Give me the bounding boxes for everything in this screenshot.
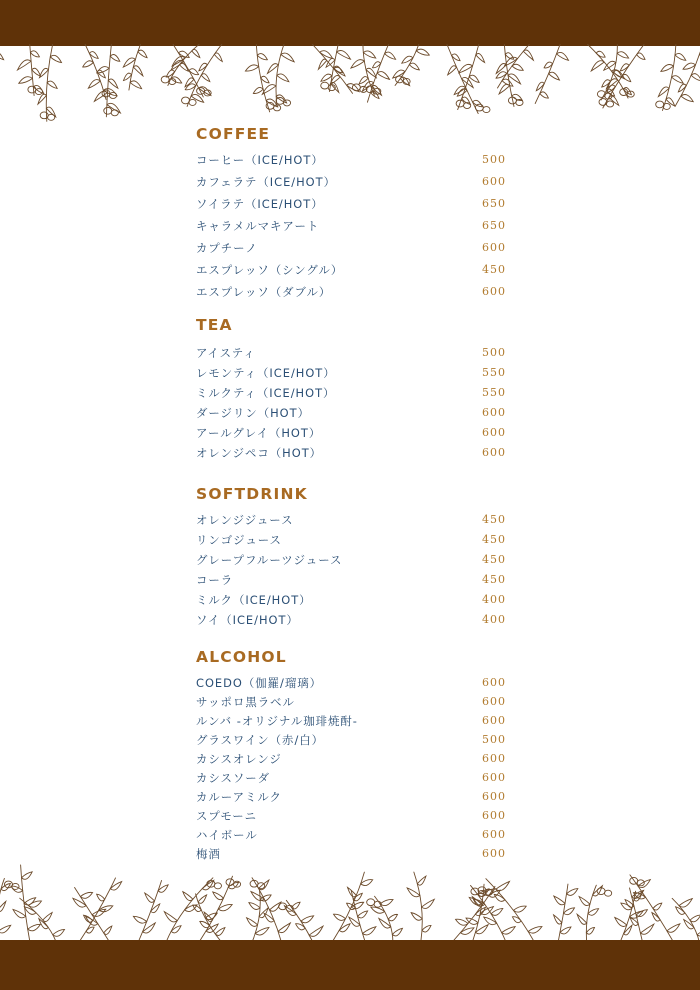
menu-item-row xyxy=(196,263,516,285)
menu-item-name: サッポロ黒ラベル xyxy=(196,695,295,709)
menu-item-name: リンゴジュース xyxy=(196,533,282,547)
menu-item-price: 450 xyxy=(482,533,506,546)
menu-item-price: 600 xyxy=(482,771,506,784)
menu-item-price: 600 xyxy=(482,828,506,841)
menu-item-row xyxy=(196,426,516,446)
menu-item-name: ルンバ -オリジナル珈琲焼酎- xyxy=(196,714,358,728)
menu-item-price: 600 xyxy=(482,790,506,803)
menu-item-price: 550 xyxy=(482,366,506,379)
menu-item-name: スプモーニ xyxy=(196,809,258,823)
section-alcohol xyxy=(196,646,516,866)
section-title-coffee: COFFEE xyxy=(196,125,271,143)
menu-item-price: 450 xyxy=(482,263,506,276)
menu-item-row xyxy=(196,446,516,466)
menu-item-row xyxy=(196,366,516,386)
section-title-tea: TEA xyxy=(196,316,233,334)
menu-item-name: レモンティ（ICE/HOT） xyxy=(196,366,336,380)
menu-item-row xyxy=(196,241,516,263)
menu-item-price: 450 xyxy=(482,513,506,526)
menu-item-row xyxy=(196,153,516,175)
menu-item-name: ソイラテ（ICE/HOT） xyxy=(196,197,324,211)
menu-item-price: 550 xyxy=(482,386,506,399)
menu-item-name: グレープフルーツジュース xyxy=(196,553,343,567)
menu-item-name: ダージリン（HOT） xyxy=(196,406,310,420)
menu-item-row xyxy=(196,513,516,533)
menu-item-name: キャラメルマキアート xyxy=(196,219,320,233)
menu-item-row xyxy=(196,593,516,613)
menu-item-price: 600 xyxy=(482,446,506,459)
menu-item-price: 650 xyxy=(482,197,506,210)
menu-item-row xyxy=(196,175,516,197)
menu-item-name: アールグレイ（HOT） xyxy=(196,426,322,440)
menu-item-price: 600 xyxy=(482,676,506,689)
olive-branch-top-border xyxy=(0,44,700,122)
menu-item-name: アイスティ xyxy=(196,346,256,360)
menu-item-row xyxy=(196,752,516,771)
menu-item-row xyxy=(196,573,516,593)
menu-item-price: 400 xyxy=(482,593,506,606)
menu-item-row xyxy=(196,346,516,366)
bottom-brown-band xyxy=(0,940,700,990)
menu-item-row xyxy=(196,533,516,553)
menu-item-price: 500 xyxy=(482,153,506,166)
section-coffee xyxy=(196,123,516,307)
menu-item-row xyxy=(196,285,516,307)
menu-item-name: ミルク（ICE/HOT） xyxy=(196,593,312,607)
menu-item-price: 600 xyxy=(482,714,506,727)
menu-item-row xyxy=(196,695,516,714)
menu-item-row xyxy=(196,386,516,406)
menu-item-row xyxy=(196,714,516,733)
menu-item-price: 600 xyxy=(482,847,506,860)
menu-item-price: 600 xyxy=(482,406,506,419)
menu-item-name: エスプレッソ（ダブル） xyxy=(196,285,332,299)
olive-branch-bottom-border xyxy=(0,860,700,942)
menu-item-name: カフェラテ（ICE/HOT） xyxy=(196,175,337,189)
top-brown-band xyxy=(0,0,700,46)
menu-item-price: 450 xyxy=(482,553,506,566)
menu-item-price: 600 xyxy=(482,426,506,439)
menu-item-name: コーヒー（ICE/HOT） xyxy=(196,153,324,167)
menu-item-price: 400 xyxy=(482,613,506,626)
menu-item-price: 600 xyxy=(482,175,506,188)
menu-item-price: 500 xyxy=(482,733,506,746)
menu-item-price: 450 xyxy=(482,573,506,586)
menu-item-price: 600 xyxy=(482,285,506,298)
menu-item-name: オレンジジュース xyxy=(196,513,294,527)
menu-item-row xyxy=(196,790,516,809)
menu-item-row xyxy=(196,613,516,633)
menu-item-price: 600 xyxy=(482,809,506,822)
menu-item-price: 600 xyxy=(482,695,506,708)
menu-item-name: ソイ（ICE/HOT） xyxy=(196,613,299,627)
section-title-alcohol: ALCOHOL xyxy=(196,648,287,666)
menu-item-name: カシスオレンジ xyxy=(196,752,282,766)
menu-item-row xyxy=(196,828,516,847)
menu-item-name: エスプレッソ（シングル） xyxy=(196,263,344,277)
menu-item-name: カシスソーダ xyxy=(196,771,271,785)
menu-item-name: オレンジペコ（HOT） xyxy=(196,446,323,460)
menu-item-price: 500 xyxy=(482,346,506,359)
menu-item-row xyxy=(196,553,516,573)
menu-item-name: ハイボール xyxy=(196,828,258,842)
menu-item-name: カルーアミルク xyxy=(196,790,282,804)
menu-item-price: 600 xyxy=(482,752,506,765)
menu-item-price: 650 xyxy=(482,219,506,232)
menu-item-price: 600 xyxy=(482,241,506,254)
menu-item-row xyxy=(196,771,516,790)
menu-item-row xyxy=(196,219,516,241)
menu-item-row xyxy=(196,733,516,752)
menu-item-name: コーラ xyxy=(196,573,234,587)
menu-item-name: COEDO（伽羅/瑠璃） xyxy=(196,676,323,690)
menu-item-name: グラスワイン（赤/白） xyxy=(196,733,325,747)
menu-item-row xyxy=(196,809,516,828)
menu-item-row xyxy=(196,676,516,695)
menu-item-row xyxy=(196,197,516,219)
section-softdrink xyxy=(196,483,516,633)
menu-item-name: ミルクティ（ICE/HOT） xyxy=(196,386,336,400)
menu-item-name: カプチーノ xyxy=(196,241,258,255)
menu-item-name: 梅酒 xyxy=(196,847,221,861)
section-title-softdrink: SOFTDRINK xyxy=(196,485,308,503)
section-tea xyxy=(196,314,516,466)
menu-item-row xyxy=(196,406,516,426)
